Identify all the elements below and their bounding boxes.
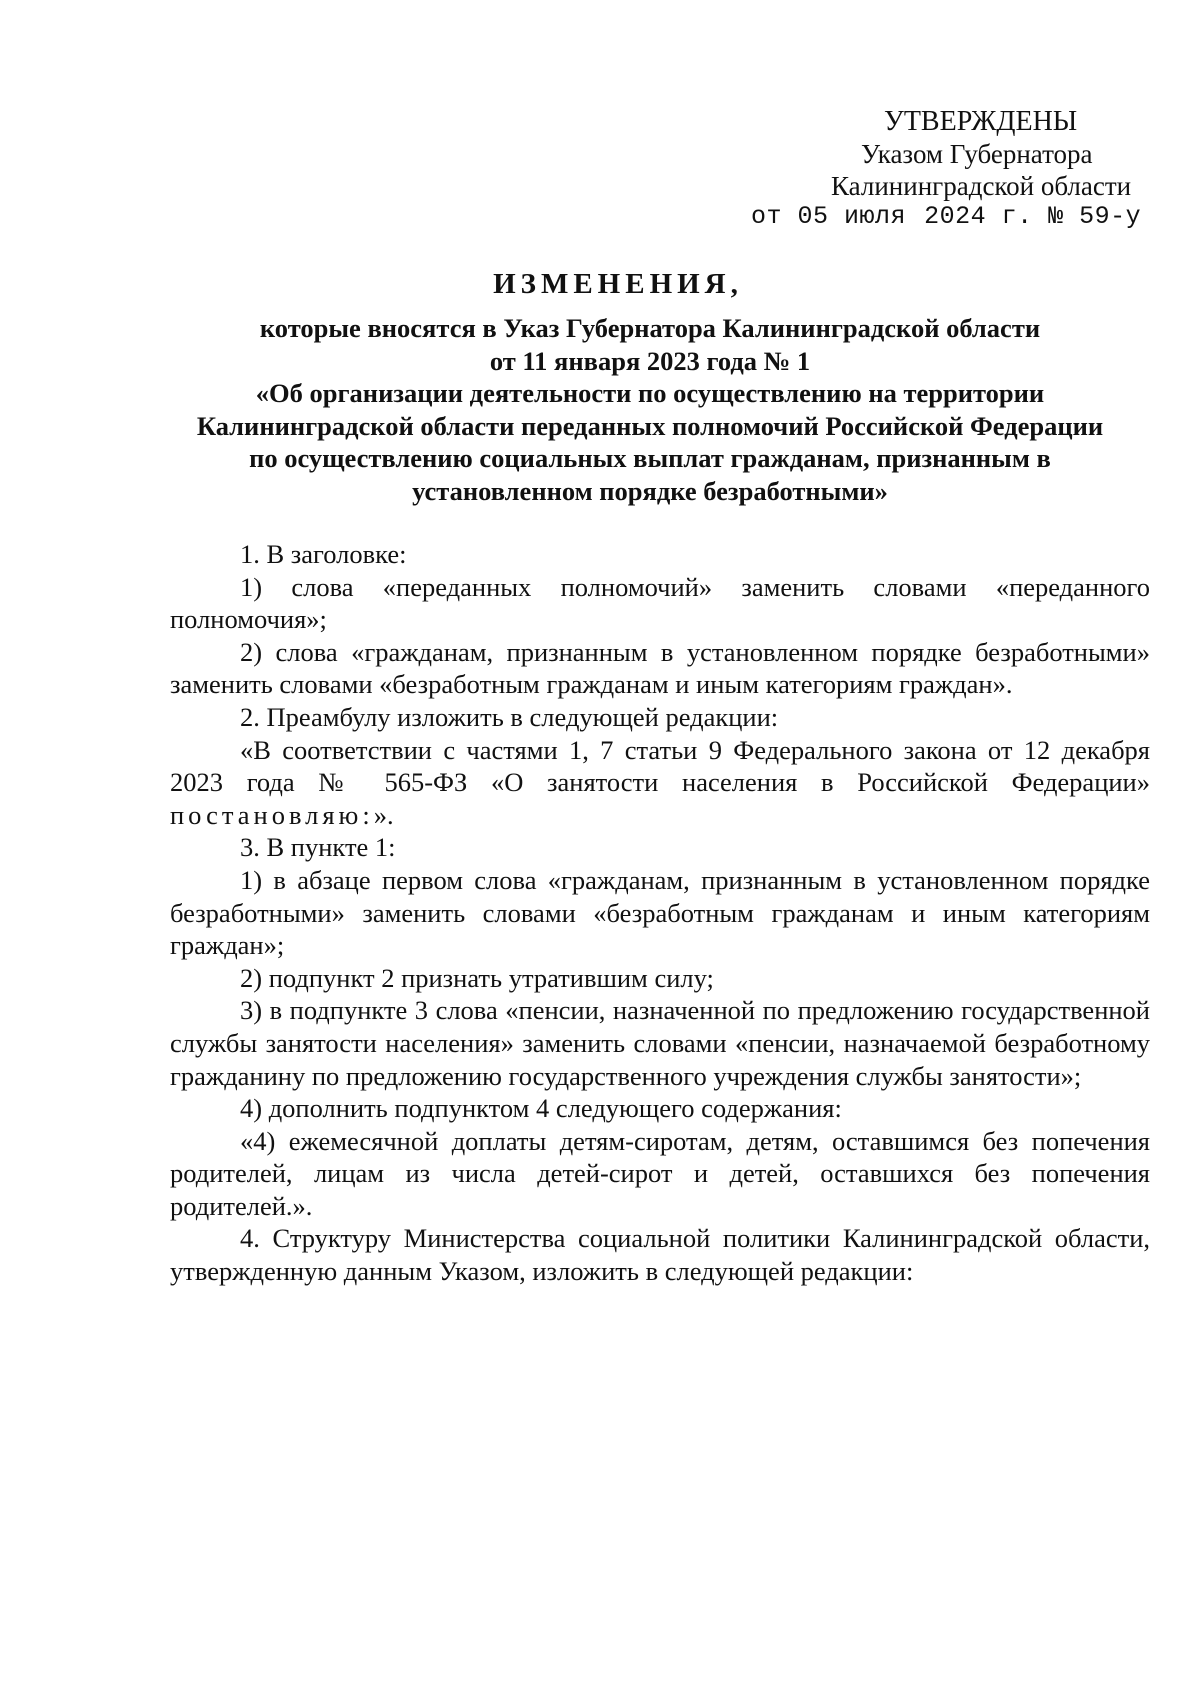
paragraph-item-4: 4. Структуру Министерства социальной политики Калининградской области, утвержденную данным Указом, изложить в следующей редакции: <box>170 1223 1150 1287</box>
paragraph-subitem-1-2: 2) слова «гражданам, признанным в установленном порядке безработными» заменить словами «безработным гражданам и иным категориям граждан». <box>170 636 1150 700</box>
paragraph-subitem-3-4: 4) дополнить подпунктом 4 следующего содержания: <box>240 1093 842 1124</box>
subtitle-line: которые вносятся в Указ Губернатора Калининградской области <box>259 313 1041 343</box>
subtitle-line: «Об организации деятельности по осуществлению на территории <box>255 378 1045 408</box>
document-title: ИЗМЕНЕНИЯ, <box>493 268 743 300</box>
approval-region: Калининградской области <box>831 171 1132 201</box>
approval-number: № 59-у <box>1048 202 1142 231</box>
approval-issuer: Указом Губернатора <box>861 139 1093 169</box>
paragraph-item-3: 3. В пункте 1: <box>240 832 396 863</box>
preamble-closing: ». <box>373 799 394 830</box>
preamble-spaced-word: постановляю: <box>170 799 374 830</box>
subtitle-line: установленном порядке безработными» <box>412 475 888 506</box>
subtitle-line: Калининградской области переданных полномочий Российской Федерации <box>196 410 1104 441</box>
approval-date-value: 05 июля <box>797 202 907 231</box>
approval-title: УТВЕРЖДЕНЫ <box>884 106 1078 137</box>
paragraph-subitem-3-2: 2) подпункт 2 признать утратившим силу; <box>240 962 714 993</box>
document-body <box>170 538 1150 1288</box>
approval-year: 2024 г. <box>924 202 1033 231</box>
paragraph-item-2: 2. Преамбулу изложить в следующей редакции: <box>240 701 779 732</box>
paragraph-item-1: 1. В заголовке: <box>240 539 407 569</box>
approval-date-line <box>751 199 1141 235</box>
paragraph-subitem-3-1: 1) в абзаце первом слова «гражданам, признанным в установленном порядке безработными» заменить словами «безработным гражданам и иным категориям граждан»; <box>170 864 1150 961</box>
paragraph-preamble-quote <box>170 734 1150 832</box>
approval-date-prefix: от <box>751 202 783 231</box>
preamble-text: «В соответствии с частями 1, 7 статьи 9 Федерального закона от 12 декабря 2023 года № 565-ФЗ «О занятости населения в Российской Федерации» <box>170 734 1150 798</box>
paragraph-subitem-3-3: 3) в подпункте 3 слова «пенсии, назначенной по предложению государственной службы занятости населения» заменить словами «пенсии, назначаемой безработному гражданину по предложению государственного учреждения службы занятости»; <box>170 995 1150 1091</box>
document-subtitle <box>160 312 1140 507</box>
subtitle-line: от 11 января 2023 года № 1 <box>489 345 811 376</box>
subtitle-line: по осуществлению социальных выплат гражданам, признанным в <box>249 443 1051 473</box>
paragraph-subitem-1-1: 1) слова «переданных полномочий» заменить словами «переданного полномочия»; <box>170 571 1150 635</box>
paragraph-subitem-4-quote: «4) ежемесячной доплаты детям-сиротам, детям, оставшимся без попечения родителей, лицам из числа детей-сирот и детей, оставшихся без попечения родителей.». <box>170 1125 1150 1221</box>
